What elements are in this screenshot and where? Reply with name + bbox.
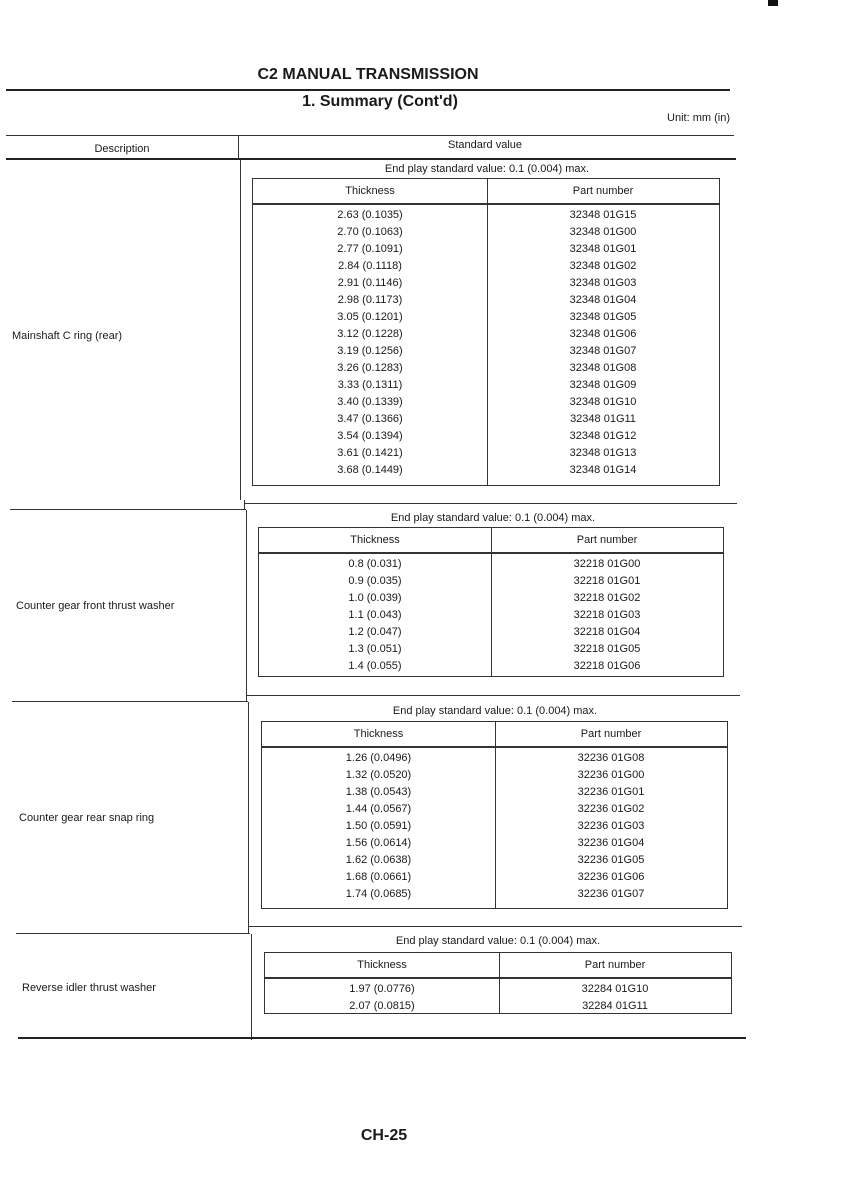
section-description: Counter gear front thrust washer (16, 600, 175, 612)
page-title: C2 MANUAL TRANSMISSION (257, 66, 479, 83)
table-row (262, 836, 727, 853)
thickness-cell: 2.91 (0.1146) (337, 277, 403, 289)
page-number: CH-25 (360, 1127, 408, 1144)
thickness-cell: 1.74 (0.0685) (345, 888, 412, 900)
section-description: Reverse idler thrust washer (22, 982, 156, 994)
part-number-cell: 32284 01G11 (582, 1000, 648, 1012)
thickness-cell: 2.70 (0.1063) (337, 226, 403, 238)
table-row (259, 557, 723, 574)
column-header-description: Description (94, 143, 150, 155)
part-number-cell: 32218 01G00 (573, 558, 641, 570)
part-table-body (265, 982, 731, 1016)
table-row (262, 751, 727, 768)
column-divider (246, 510, 247, 702)
part-number-cell: 32348 01G09 (569, 379, 637, 391)
table-row (259, 591, 723, 608)
table-header-rule (6, 158, 736, 160)
column-divider (238, 135, 239, 160)
part-number-cell: 32348 01G02 (569, 260, 637, 272)
unit-label: Unit: mm (in) (667, 112, 730, 124)
table-row (259, 574, 723, 591)
part-number-cell: 32236 01G06 (577, 871, 645, 883)
table-row (262, 819, 727, 836)
part-number-cell: 32236 01G07 (577, 888, 645, 900)
thickness-cell: 1.44 (0.0567) (345, 803, 412, 815)
part-number-cell: 32348 01G11 (570, 413, 636, 425)
thickness-cell: 1.3 (0.051) (348, 643, 402, 655)
thickness-cell: 3.40 (0.1339) (337, 396, 403, 408)
table-row (253, 429, 719, 446)
section-caption: End play standard value: 0.1 (0.004) max. (390, 512, 596, 524)
table-row (262, 887, 727, 904)
part-number-cell: 32348 01G08 (569, 362, 637, 374)
table-row (262, 785, 727, 802)
part-number-cell: 32348 01G04 (569, 294, 637, 306)
part-number-header: Part number (572, 185, 634, 197)
section-rule (16, 933, 250, 934)
section-rule (246, 695, 740, 696)
part-number-cell: 32348 01G03 (569, 277, 637, 289)
table-row (262, 870, 727, 887)
section-rule (248, 926, 742, 927)
section-rule (244, 503, 737, 504)
part-number-cell: 32348 01G07 (569, 345, 637, 357)
table-row (253, 276, 719, 293)
part-number-cell: 32236 01G01 (577, 786, 645, 798)
table-row (253, 327, 719, 344)
table-row (262, 802, 727, 819)
part-number-cell: 32348 01G06 (569, 328, 637, 340)
part-table (264, 952, 732, 1014)
thickness-header: Thickness (350, 534, 400, 546)
corner-mark (768, 0, 778, 6)
table-row (253, 225, 719, 242)
part-table (252, 178, 720, 486)
part-number-header: Part number (576, 534, 638, 546)
section-description: Counter gear rear snap ring (19, 812, 155, 824)
thickness-cell: 3.12 (0.1228) (337, 328, 403, 340)
part-number-cell: 32236 01G08 (577, 752, 645, 764)
part-number-cell: 32348 01G05 (569, 311, 637, 323)
part-number-cell: 32236 01G03 (577, 820, 645, 832)
part-table-body (262, 751, 727, 904)
part-number-header: Part number (584, 959, 646, 971)
table-row (262, 768, 727, 785)
thickness-cell: 3.61 (0.1421) (337, 447, 403, 459)
table-row (253, 242, 719, 259)
column-divider (240, 160, 241, 500)
table-row (259, 608, 723, 625)
part-number-cell: 32284 01G10 (581, 983, 649, 995)
part-number-cell: 32348 01G12 (569, 430, 637, 442)
part-number-cell: 32236 01G00 (577, 769, 645, 781)
thickness-cell: 1.56 (0.0614) (345, 837, 412, 849)
part-number-cell: 32236 01G02 (577, 803, 645, 815)
thickness-cell: 1.38 (0.0543) (345, 786, 412, 798)
table-row (259, 625, 723, 642)
section-caption: End play standard value: 0.1 (0.004) max. (384, 163, 590, 175)
table-top-rule (6, 135, 734, 136)
table-row (259, 659, 723, 676)
thickness-cell: 3.68 (0.1449) (337, 464, 403, 476)
thickness-cell: 2.07 (0.0815) (349, 1000, 415, 1012)
thickness-cell: 1.62 (0.0638) (345, 854, 412, 866)
thickness-header: Thickness (353, 728, 404, 740)
section-rule (12, 701, 248, 702)
thickness-cell: 1.50 (0.0591) (345, 820, 412, 832)
section-caption: End play standard value: 0.1 (0.004) max. (395, 935, 601, 947)
thickness-cell: 1.68 (0.0661) (345, 871, 412, 883)
table-row (253, 361, 719, 378)
table-row (253, 310, 719, 327)
table-row (265, 999, 731, 1016)
section-caption: End play standard value: 0.1 (0.004) max. (392, 705, 598, 717)
thickness-cell: 1.1 (0.043) (348, 609, 402, 621)
thickness-cell: 3.26 (0.1283) (337, 362, 403, 374)
thickness-cell: 1.4 (0.055) (348, 660, 402, 672)
column-divider (248, 702, 249, 934)
table-row (265, 982, 731, 999)
thickness-cell: 3.54 (0.1394) (337, 430, 403, 442)
part-number-cell: 32218 01G02 (573, 592, 641, 604)
table-row (253, 344, 719, 361)
thickness-header: Thickness (345, 185, 395, 197)
thickness-cell: 2.77 (0.1091) (337, 243, 403, 255)
thickness-cell: 3.47 (0.1366) (337, 413, 403, 425)
page-subtitle: 1. Summary (Cont'd) (302, 93, 458, 110)
thickness-cell: 2.63 (0.1035) (337, 209, 403, 221)
table-row (253, 412, 719, 429)
part-table-header (265, 953, 731, 979)
part-number-cell: 32218 01G03 (573, 609, 641, 621)
part-number-cell: 32218 01G06 (573, 660, 641, 672)
thickness-cell: 2.98 (0.1173) (337, 294, 403, 306)
part-number-cell: 32236 01G05 (577, 854, 645, 866)
thickness-cell: 3.33 (0.1311) (337, 379, 403, 391)
part-number-header: Part number (580, 728, 642, 740)
part-number-cell: 32348 01G00 (569, 226, 637, 238)
part-table-body (259, 557, 723, 676)
column-header-standard-value: Standard value (448, 139, 522, 151)
table-row (253, 378, 719, 395)
section-description: Mainshaft C ring (rear) (12, 330, 123, 342)
table-row (253, 259, 719, 276)
part-number-cell: 32348 01G15 (569, 209, 637, 221)
table-row (262, 853, 727, 870)
part-number-cell: 32218 01G05 (573, 643, 641, 655)
thickness-cell: 2.84 (0.1118) (338, 260, 402, 272)
table-row (253, 293, 719, 310)
table-row (253, 208, 719, 225)
table-row (259, 642, 723, 659)
thickness-cell: 1.97 (0.0776) (349, 983, 415, 995)
thickness-cell: 3.05 (0.1201) (337, 311, 403, 323)
part-number-cell: 32236 01G04 (577, 837, 645, 849)
part-number-cell: 32348 01G01 (569, 243, 637, 255)
part-number-cell: 32218 01G01 (573, 575, 641, 587)
thickness-cell: 0.9 (0.035) (348, 575, 402, 587)
part-number-cell: 32348 01G14 (569, 464, 637, 476)
table-row (253, 463, 719, 480)
thickness-cell: 0.8 (0.031) (348, 558, 402, 570)
part-number-cell: 32218 01G04 (573, 626, 641, 638)
thickness-cell: 1.26 (0.0496) (345, 752, 412, 764)
column-divider (251, 934, 252, 1040)
table-row (253, 446, 719, 463)
part-number-cell: 32348 01G13 (569, 447, 637, 459)
section-rule (10, 509, 246, 510)
table-row (253, 395, 719, 412)
part-table (258, 527, 724, 677)
thickness-cell: 1.32 (0.0520) (345, 769, 412, 781)
part-table-body (253, 208, 719, 480)
part-table (261, 721, 728, 909)
thickness-cell: 1.0 (0.039) (348, 592, 402, 604)
thickness-cell: 1.2 (0.047) (348, 626, 402, 638)
thickness-cell: 3.19 (0.1256) (337, 345, 403, 357)
part-number-cell: 32348 01G10 (569, 396, 637, 408)
table-bottom-rule (18, 1037, 746, 1039)
part-table-header (253, 179, 719, 205)
title-rule (6, 89, 730, 91)
thickness-header: Thickness (357, 959, 407, 971)
